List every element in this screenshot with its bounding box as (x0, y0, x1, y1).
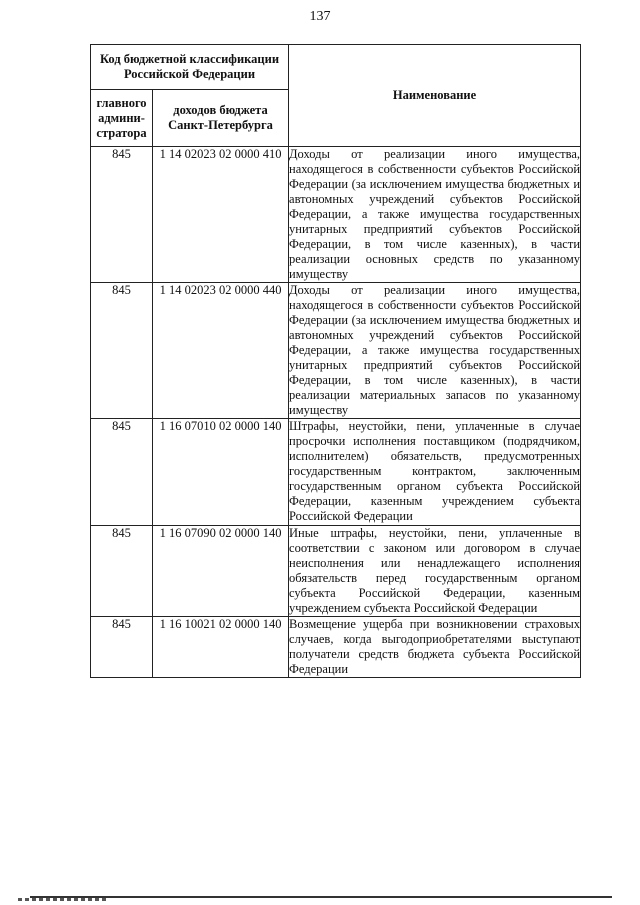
table-row (91, 526, 581, 617)
header-revenue-code: доходов бюджета Санкт-Петербурга (153, 90, 289, 147)
header-name: Наименование (289, 45, 581, 147)
table-row (91, 147, 581, 283)
revenue-code-cell: 1 16 07010 02 0000 140 (153, 419, 289, 526)
header-main-administrator: главного админи-стратора (91, 90, 153, 147)
admin-code-cell: 845 (91, 419, 153, 526)
name-cell: Возмещение ущерба при возникновении страховых случаев, когда выгодоприобретателями выступают получатели средств бюджета субъекта Российской Федерации (289, 617, 581, 676)
name-cell: Доходы от реализации иного имущества, находящегося в собственности субъектов Российской Федерации (за исключением имущества бюджетных и автономных учреждений субъектов Российской Федерации, а также имущества государственных унитарных предприятий субъектов Российской Федерации, в том числе казенных), в части реализации основных средств по указанному имуществу (289, 147, 581, 281)
name-cell: Штрафы, неустойки, пени, уплаченные в случае просрочки исполнения поставщиком (подрядчиком, исполнителем) обязательств, предусмотренных государственным контрактом, заключенным государственным органом субъекта Российской Федерации, казенным учреждением субъекта Российской Федерации (289, 419, 581, 526)
table-row (91, 617, 581, 678)
footer-scan-line (30, 896, 612, 898)
admin-code-cell: 845 (91, 526, 153, 617)
header-classification-code: Код бюджетной классификации Российской Федерации (91, 45, 289, 90)
footer-scan-mark (18, 898, 108, 901)
revenue-code-cell: 1 16 10021 02 0000 140 (153, 617, 289, 678)
admin-code-cell: 845 (91, 147, 153, 283)
revenue-code-cell: 1 16 07090 02 0000 140 (153, 526, 289, 617)
name-cell: Доходы от реализации иного имущества, находящегося в собственности субъектов Российской Федерации (за исключением имущества бюджетных и автономных учреждений субъектов Российской Федерации, а также имущества государственных унитарных предприятий субъектов Российской Федерации, в том числе казенных), в части реализации материальных запасов по указанному имуществу (289, 283, 581, 417)
budget-classification-table (90, 44, 581, 678)
revenue-code-cell: 1 14 02023 02 0000 410 (153, 147, 289, 283)
revenue-code-cell: 1 14 02023 02 0000 440 (153, 283, 289, 419)
table-row (91, 283, 581, 419)
page-number: 137 (309, 9, 331, 24)
admin-code-cell: 845 (91, 283, 153, 419)
name-cell: Иные штрафы, неустойки, пени, уплаченные в соответствии с законом или договором в случае неисполнения или ненадлежащего исполнения обязательств перед государственным органом субъекта Российской Федерации, казенным учреждением субъекта Российской Федерации (289, 526, 581, 615)
admin-code-cell: 845 (91, 617, 153, 678)
table-row (91, 419, 581, 526)
